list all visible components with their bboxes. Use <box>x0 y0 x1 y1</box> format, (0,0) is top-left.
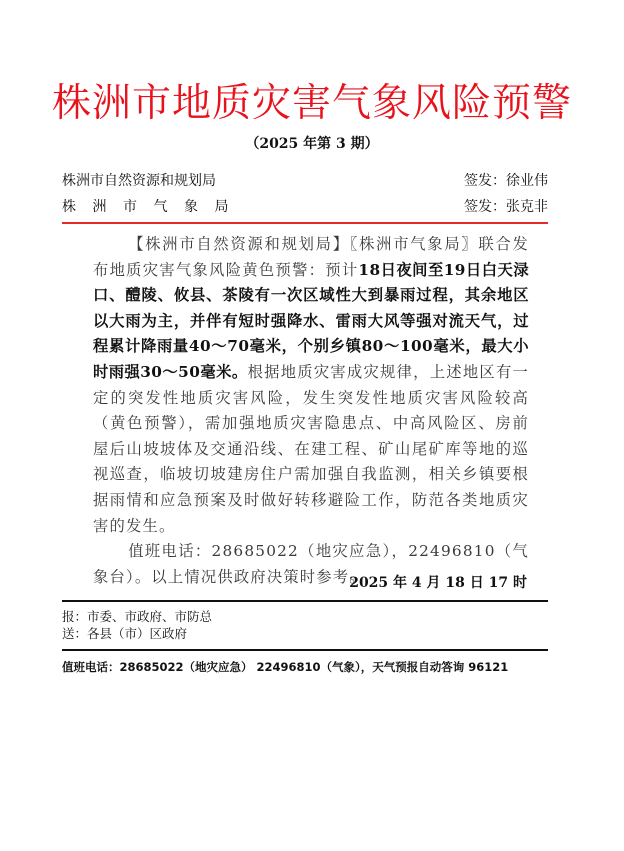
black-divider <box>62 649 548 651</box>
issue-number: （2025 年第 3 期） <box>245 136 379 152</box>
black-divider <box>62 600 548 602</box>
forecast-text: 18日夜间至19日白天渌口、醴陵、攸县、茶陵有一次区域性大到暴雨过程，其余地区以大雨为主，并伴有短时强降水、雷雨大风等强对流天气，过程累计降雨量40～70毫米，个别乡镇80～100毫米，最大小时雨强30～50毫米。 <box>93 260 529 381</box>
warning-body <box>93 232 529 590</box>
red-divider <box>62 222 548 224</box>
issuer-row <box>62 196 548 218</box>
contact-paragraph: 值班电话：28685022（地灾应急），22496810（气象台）。以上情况供政府决策时参考。 <box>93 542 529 586</box>
issue-date: 2025 年 4 月 18 日 17 时 <box>349 575 527 591</box>
issuer-row <box>62 170 548 192</box>
issuer-org: 株洲市气象局 <box>62 199 245 215</box>
risk-advice-text: 根据地质灾害成灾规律，上述地区有一定的突发性地质灾害风险，发生突发性地质灾害风险较高（黄色预警），需加强地质灾害隐患点、中高风险区、房前屋后山坡坡体及交通沿线、在建工程、矿山尾矿库等地的巡视巡查，临坡切坡建房住户需加强自我监测，相关乡镇要根据雨情和应急预案及时做好转移避险工作，防范各类地质灾害的发生。 <box>93 362 529 535</box>
issuer-signer: 签发：徐业伟 <box>464 173 548 189</box>
issuer-org: 株洲市自然资源和规划局 <box>62 173 216 189</box>
send-to: 送：各县（市）区政府 <box>62 626 188 641</box>
footer-hotline: 值班电话：28685022（地灾应急） 22496810（气象），天气预报自动答询 96121 <box>62 660 509 674</box>
warning-paragraph <box>93 232 529 539</box>
report-to: 报：市委、市政府、市防总 <box>62 609 213 624</box>
issuer-signer: 签发：张克非 <box>464 199 548 215</box>
document-title: 株洲市地质灾害气象风险预警 <box>51 81 572 126</box>
warning-intro-text: 【株洲市自然资源和规划局】〖株洲市气象局〗联合发布地质灾害气象风险黄色预警：预计 <box>93 235 529 279</box>
